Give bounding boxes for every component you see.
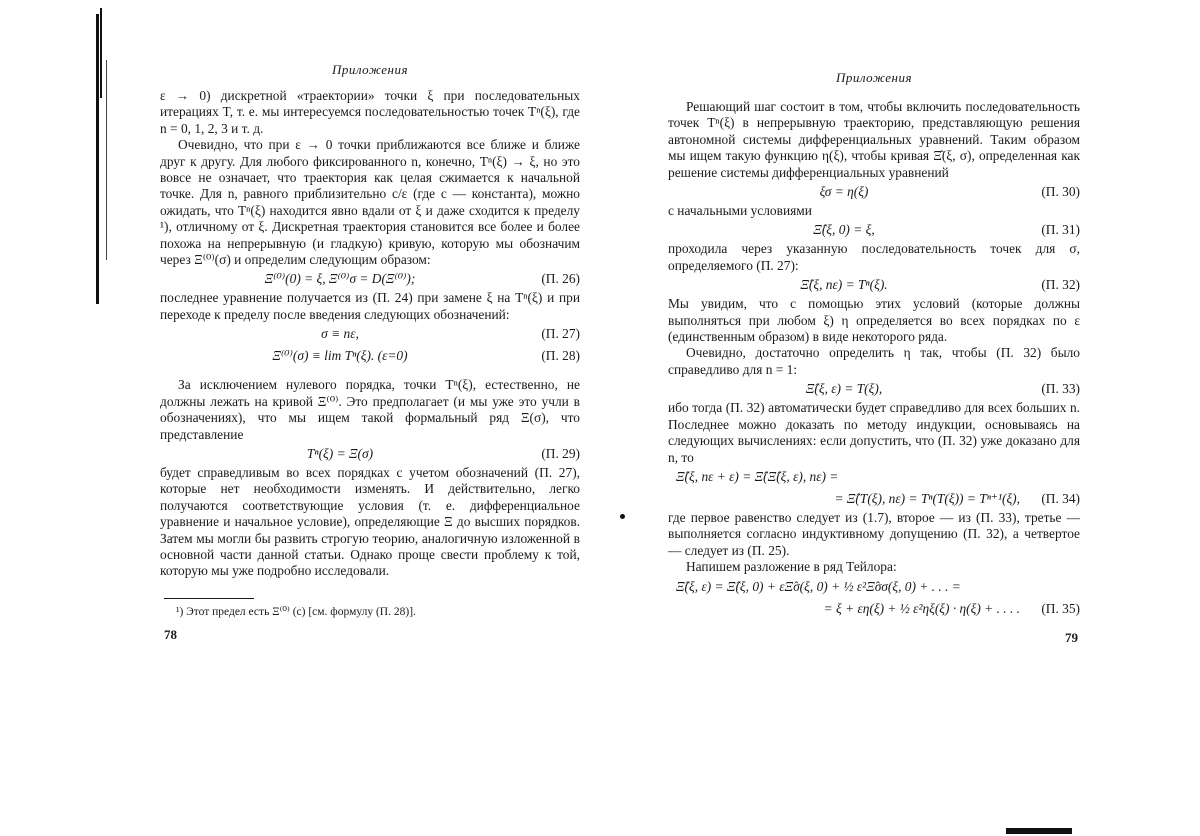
paragraph: проходила через указанную последовательность точек для σ, определяемого (П. 27):	[668, 241, 1080, 273]
equation-expression: ξσ = η(ξ)	[819, 184, 869, 200]
scan-margin-mark	[100, 8, 102, 98]
equation-p31	[668, 219, 1080, 241]
equation-expression: Ξ⁽⁰⁾(0) = ξ, Ξ⁽⁰⁾σ = D(Ξ⁽⁰⁾);	[264, 271, 416, 287]
equation-number: (П. 28)	[541, 348, 580, 364]
equation-expression: = Ξ̂(T(ξ), nε) = Tⁿ(T(ξ)) = Tⁿ⁺¹(ξ),	[834, 490, 1020, 506]
equation-p32	[668, 274, 1080, 296]
paragraph: ε → 0) дискретной «траектории» точки ξ при последовательных итерациях T, т. е. мы интересуемся последовательностью точек Tⁿ(ξ), где n = 0, 1, 2, 3 и т. д.	[160, 88, 580, 136]
equation-p30	[668, 181, 1080, 203]
equation-number: (П. 33)	[1041, 381, 1080, 397]
equation-number: (П. 32)	[1041, 277, 1080, 293]
equation-number: (П. 27)	[541, 326, 580, 342]
equation-expression: = ξ + εη(ξ) + ½ ε²ηξ(ξ) · η(ξ) + . . . .	[823, 600, 1020, 616]
paragraph: ибо тогда (П. 32) автоматически будет справедливо для всех больших n. Последнее можно доказать по методу индукции, основываясь на следующих вычислениях: если допустить, что (П. 32) уже доказано для n, то	[668, 400, 1080, 465]
paragraph: Мы увидим, что с помощью этих условий (которые должны выполняться при любом ξ) η определяется во всех порядках по ε (единственным образом) в виде некоторого ряда.	[668, 296, 1080, 345]
footnote-rule	[164, 598, 254, 599]
footnote: ¹) Этот предел есть Ξ⁽⁰⁾ (c) [см. формулу (П. 28)].	[176, 605, 416, 618]
equation-number: (П. 31)	[1041, 222, 1080, 238]
page-number: 79	[1065, 629, 1078, 645]
equation-number: (П. 30)	[1041, 184, 1080, 200]
running-header: Приложения	[331, 62, 409, 77]
equation-number: (П. 35)	[1041, 600, 1080, 616]
equation-number: (П. 26)	[541, 271, 580, 287]
equation-p34-line1	[668, 466, 1080, 488]
paragraph: Очевидно, что при ε → 0 точки приближаются все ближе и ближе друг к другу. Для любого фиксированного n, конечно, Tⁿ(ξ) → ξ, но это вовсе не означает, что траектория как целая сжимается к начальной точке. Для n, равного приблизительно c/ε (где c — константа), можно ожидать, что Tⁿ(ξ) находится явно вдали от ξ и даже сходится к пределу ¹), отличному от ξ. Дискретная траектория становится все более и более похожа на непрерывную (и гладкую) кривую, которую мы обозначим через Ξ⁽⁰⁾(σ) и определим следующим образом:	[160, 137, 580, 268]
left-page	[160, 0, 580, 643]
equation-expression: Ξ̂(ξ, ε) = Ξ̂(ξ, 0) + εΞ̂σ(ξ, 0) + ½ ε²Ξ̂σσ(ξ, 0) + . . . =	[676, 578, 961, 594]
paragraph: последнее уравнение получается из (П. 24) при замене ξ на Tⁿ(ξ) и при переходе к пределу после введения следующих обозначений:	[160, 290, 580, 322]
page-number: 78	[164, 626, 177, 642]
equation-p33	[668, 378, 1080, 400]
scan-margin-mark	[106, 60, 107, 260]
equation-expression: Ξ̂(ξ, nε) = Tⁿ(ξ).	[800, 277, 888, 293]
equation-expression: σ ≡ nε,	[321, 326, 359, 342]
paragraph: где первое равенство следует из (1.7), второе — из (П. 33), третье — выполняется согласно индуктивному допущению (П. 32), а четвертое — следует из (П. 25).	[668, 509, 1080, 558]
paragraph: с начальными условиями	[668, 203, 812, 219]
equation-expression: Ξ̂(ξ, 0) = ξ,	[813, 222, 875, 238]
equation-p26	[160, 268, 580, 290]
paragraph: Очевидно, достаточно определить η так, чтобы (П. 32) было справедливо для n = 1:	[668, 345, 1080, 377]
equation-expression: Ξ̂(ξ, nε + ε) = Ξ̂(Ξ̂(ξ, ε), nε) =	[676, 468, 839, 484]
equation-p27	[160, 323, 580, 345]
running-header: Приложения	[835, 70, 913, 85]
paragraph: Напишем разложение в ряд Тейлора:	[686, 559, 897, 575]
scan-dot-mark	[620, 514, 625, 519]
equation-p35-line1	[668, 576, 1080, 598]
equation-number: (П. 34)	[1041, 490, 1080, 506]
equation-number: (П. 29)	[541, 445, 580, 461]
right-page	[668, 0, 1080, 646]
equation-p34-line2	[668, 488, 1080, 510]
scan-corner-mark	[1006, 828, 1072, 834]
paragraph: Решающий шаг состоит в том, чтобы включить последовательность точек Tⁿ(ξ) в непрерывную траекторию, представляющую решения автономной системы дифференциальных уравнений. Таким образом мы ищем такую функцию η(ξ), чтобы кривая Ξ̂(ξ, σ), определенная как решение системы дифференциальных уравнений	[668, 99, 1080, 180]
equation-p35-line2	[668, 598, 1080, 620]
equation-p29	[160, 443, 580, 465]
equation-expression: Ξ⁽⁰⁾(σ) ≡ lim Tⁿ(ξ). (ε=0)	[272, 348, 408, 364]
equation-p28	[160, 345, 580, 367]
paragraph: будет справедливым во всех порядках с учетом обозначений (П. 27), которые нет необходимости изменять. И действительно, легко получаются соответствующие условия (т. е. дифференциальное уравнение и начальное условие), определяющие Ξ до высших порядков. Затем мы могли бы развить строгую теорию, аналогичную изложенной в основной части данной статьи. Однако проще свести проблему к той, которую мы уже подробно исследовали.	[160, 464, 580, 579]
paragraph: За исключением нулевого порядка, точки Tⁿ(ξ), естественно, не должны лежать на кривой Ξ⁽⁰⁾. Это предполагает (и мы уже это учли в обозначениях), что мы ищем такой формальный ряд Ξ(σ), что представление	[160, 377, 580, 442]
equation-expression: Ξ̂(ξ, ε) = T(ξ),	[805, 381, 883, 397]
equation-expression: Tⁿ(ξ) = Ξ(σ)	[306, 445, 374, 461]
scan-margin-mark	[96, 14, 99, 304]
